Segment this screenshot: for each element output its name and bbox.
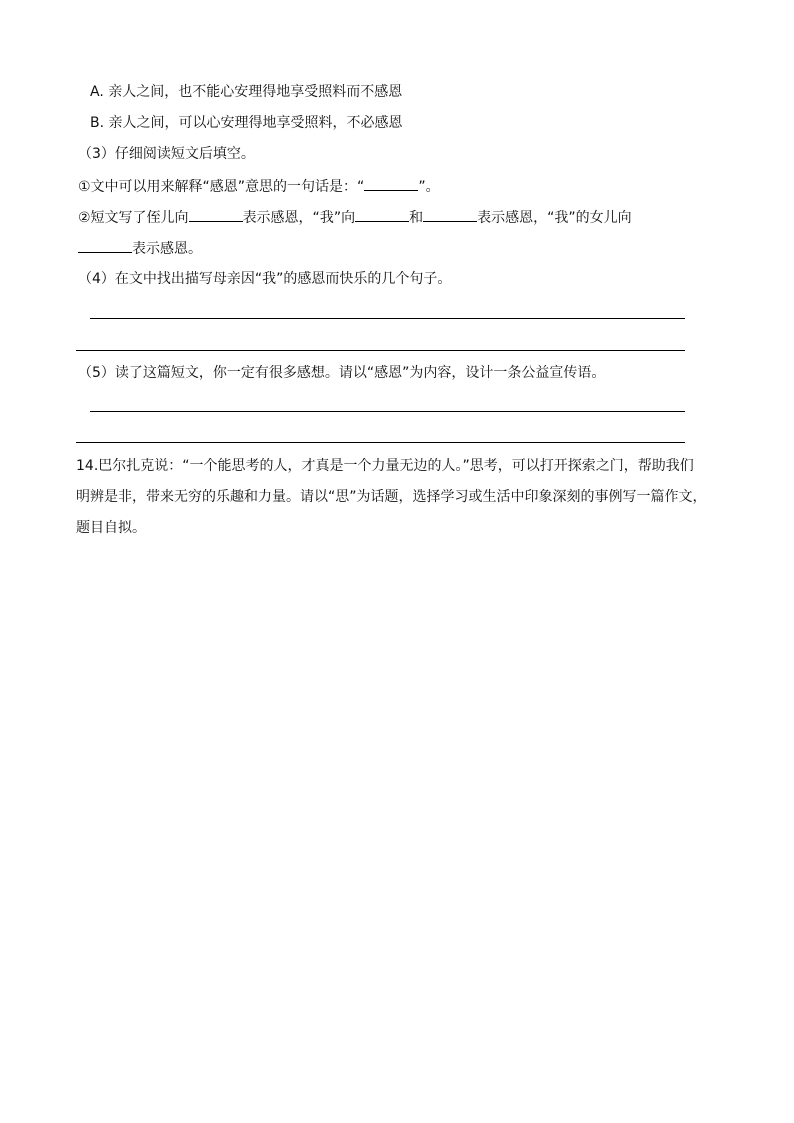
answer-line-part4-2[interactable] (76, 350, 685, 351)
part3-item2-text2: 表示感恩，“我”向 (242, 210, 356, 226)
question14-line2-text: 明辨是非，带来无穷的乐趣和力量。请以“思”为话题，选择学习或生活中印象深刻的事例写一篇作文， (76, 489, 707, 505)
answer-blank-daughter[interactable] (78, 237, 132, 253)
answer-blank-nephew[interactable] (189, 206, 243, 222)
part3-item2-text1: ②短文写了侄儿向 (78, 210, 189, 226)
answer-blank-me-2[interactable] (423, 206, 477, 222)
option-b-text: B. 亲人之间，可以心安理得地享受照料，不必感恩 (90, 115, 403, 131)
answer-blank-me-1[interactable] (355, 206, 409, 222)
part3-item2-line2 (78, 237, 202, 259)
answer-blank-definition[interactable] (364, 175, 418, 191)
part3-item2-text3: 和 (409, 210, 424, 226)
part4-prompt-text: （4）在文中找出描写母亲因“我”的感恩而快乐的几个句子。 (78, 271, 452, 287)
part3-prompt-text: （3）仔细阅读短文后填空。 (78, 146, 255, 162)
question14-line3-text: 题目自拟。 (76, 520, 146, 536)
option-a (90, 82, 402, 102)
question14-line3 (76, 518, 146, 538)
question14-line2 (76, 487, 707, 507)
part3-prompt (78, 144, 255, 164)
part5-prompt-text: （5）读了这篇短文，你一定有很多感想。请以“感恩”为内容，设计一条公益宣传语。 (78, 365, 606, 381)
part5-prompt (78, 363, 605, 383)
option-a-text: A. 亲人之间，也不能心安理得地享受照料而不感恩 (90, 84, 403, 100)
part3-item2-text4: 表示感恩，“我”的女儿向 (477, 210, 632, 226)
option-b (90, 113, 403, 133)
part3-item1-prefix: ①文中可以用来解释“感恩”意思的一句话是：“ (78, 179, 365, 195)
part4-prompt (78, 269, 451, 289)
answer-line-part4-1[interactable] (90, 318, 685, 319)
part3-item1 (78, 175, 440, 197)
part3-item2-text5: 表示感恩。 (132, 241, 202, 257)
question14-line1 (76, 456, 694, 476)
part3-item2-line1 (78, 206, 632, 228)
part3-item1-suffix: ”。 (418, 179, 440, 195)
answer-line-part5-2[interactable] (76, 442, 685, 443)
question14-line1-text: 14.巴尔扎克说：“一个能思考的人，才真是一个力量无边的人。”思考，可以打开探索之门，帮助我们 (76, 458, 694, 474)
answer-line-part5-1[interactable] (90, 411, 685, 412)
